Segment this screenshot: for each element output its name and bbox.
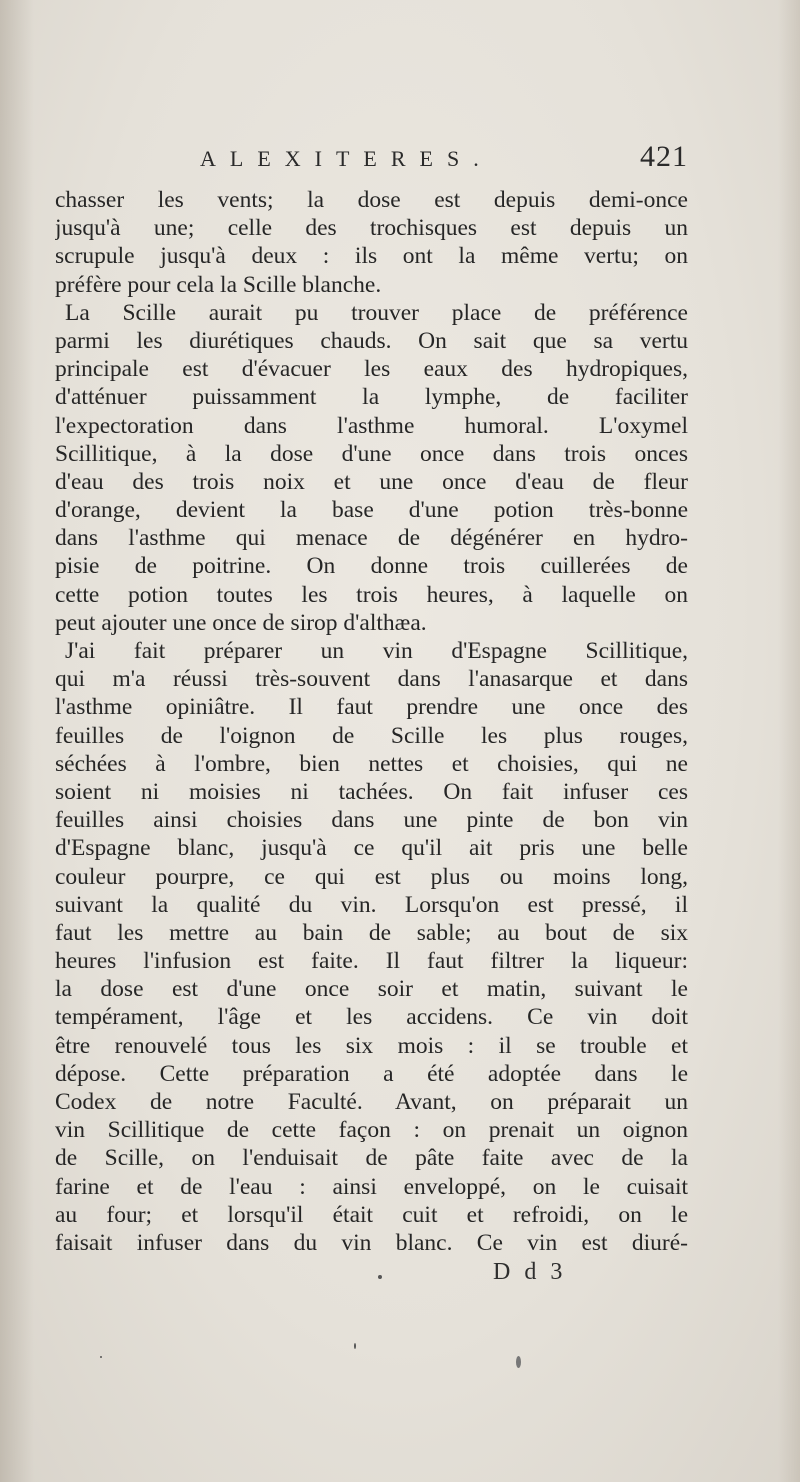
signature-mark: D d 3 [493, 1259, 567, 1285]
text-line: Codex de notre Faculté. Avant, on préparait un [55, 1089, 688, 1115]
text-line: qui m'a réussi très-souvent dans l'anasarque et dans [55, 666, 688, 693]
text-line: farine et de l'eau : ainsi enveloppé, on le cuisait [55, 1173, 688, 1200]
text-line: suivant la qualité du vin. Lorsqu'on est pressé, il [55, 891, 688, 918]
text-line: l'asthme opiniâtre. Il faut prendre une once des [55, 694, 688, 721]
text-line: d'eau des trois noix et une once d'eau de fleur [55, 468, 688, 495]
text-line: Scillitique, à la dose d'une once dans trois onces [55, 440, 688, 467]
text-line: d'orange, devient la base d'une potion très-bonne [55, 497, 688, 524]
text-line: peut ajouter une once de sirop d'althæa. [55, 609, 427, 636]
text-line: principale est d'évacuer les eaux des hydropiques, [55, 356, 688, 383]
text-line: tempérament, l'âge et les accidens. Ce vin doit [55, 1004, 688, 1031]
paper-speck [516, 1356, 521, 1368]
text-line: d'Espagne blanc, jusqu'à ce qu'il ait pris une belle [55, 835, 688, 862]
text-line: soient ni moisies ni tachées. On fait infuser ces [55, 778, 688, 805]
page-header [200, 140, 688, 182]
text-line: faut les mettre au bain de sable; au bout de six [55, 919, 688, 946]
text-line: pisie de poitrine. On donne trois cuillerées de [55, 553, 688, 580]
text-line: chasser les vents; la dose est depuis demi-once [55, 187, 688, 213]
body-text [55, 186, 688, 1257]
text-line: couleur pourpre, ce qui est plus ou moins long, [55, 863, 688, 890]
text-line: scrupule jusqu'à deux : ils ont la même vertu; on [55, 243, 688, 270]
text-line: faisait infuser dans du vin blanc. Ce vin est diuré- [55, 1229, 688, 1256]
text-line: vin Scillitique de cette façon : on prenait un oignon [55, 1117, 688, 1144]
text-line: cette potion toutes les trois heures, à laquelle on [55, 581, 688, 608]
text-line: au four; et lorsqu'il était cuit et refroidi, on le [55, 1201, 688, 1228]
page-number: 421 [640, 140, 688, 173]
paper-speck [354, 1343, 356, 1349]
text-line: la dose est d'une once soir et matin, suivant le [55, 976, 688, 1003]
text-line: parmi les diurétiques chauds. On sait que sa vertu [55, 327, 688, 354]
text-line: feuilles de l'oignon de Scille les plus rouges, [55, 722, 688, 749]
text-line: J'ai fait préparer un vin d'Espagne Scillitique, [65, 638, 688, 664]
text-line: de Scille, on l'enduisait de pâte faite avec de la [55, 1145, 688, 1172]
page-edge-shadow [778, 0, 800, 1482]
text-line: l'expectoration dans l'asthme humoral. L'oxymel [55, 412, 688, 439]
text-line: jusqu'à une; celle des trochisques est depuis un [55, 215, 688, 242]
text-line: La Scille aurait pu trouver place de préférence [65, 299, 688, 326]
text-line: être renouvelé tous les six mois : il se trouble et [55, 1032, 688, 1059]
text-line: préfère pour cela la Scille blanche. [55, 271, 382, 298]
text-line: feuilles ainsi choisies dans une pinte de bon vin [55, 807, 688, 834]
spine-shadow [0, 0, 34, 1482]
text-line: dépose. Cette préparation a été adoptée dans le [55, 1060, 688, 1087]
running-title: ALEXITERES. [200, 146, 493, 171]
text-line: dans l'asthme qui menace de dégénérer en hydro- [55, 525, 688, 552]
text-line: d'atténuer puissamment la lymphe, de faciliter [55, 384, 688, 411]
paper-speck [100, 1356, 102, 1358]
paper-speck [378, 1275, 382, 1279]
text-line: séchées à l'ombre, bien nettes et choisies, qui ne [55, 750, 688, 777]
text-line: heures l'infusion est faite. Il faut filtrer la liqueur: [55, 948, 688, 975]
